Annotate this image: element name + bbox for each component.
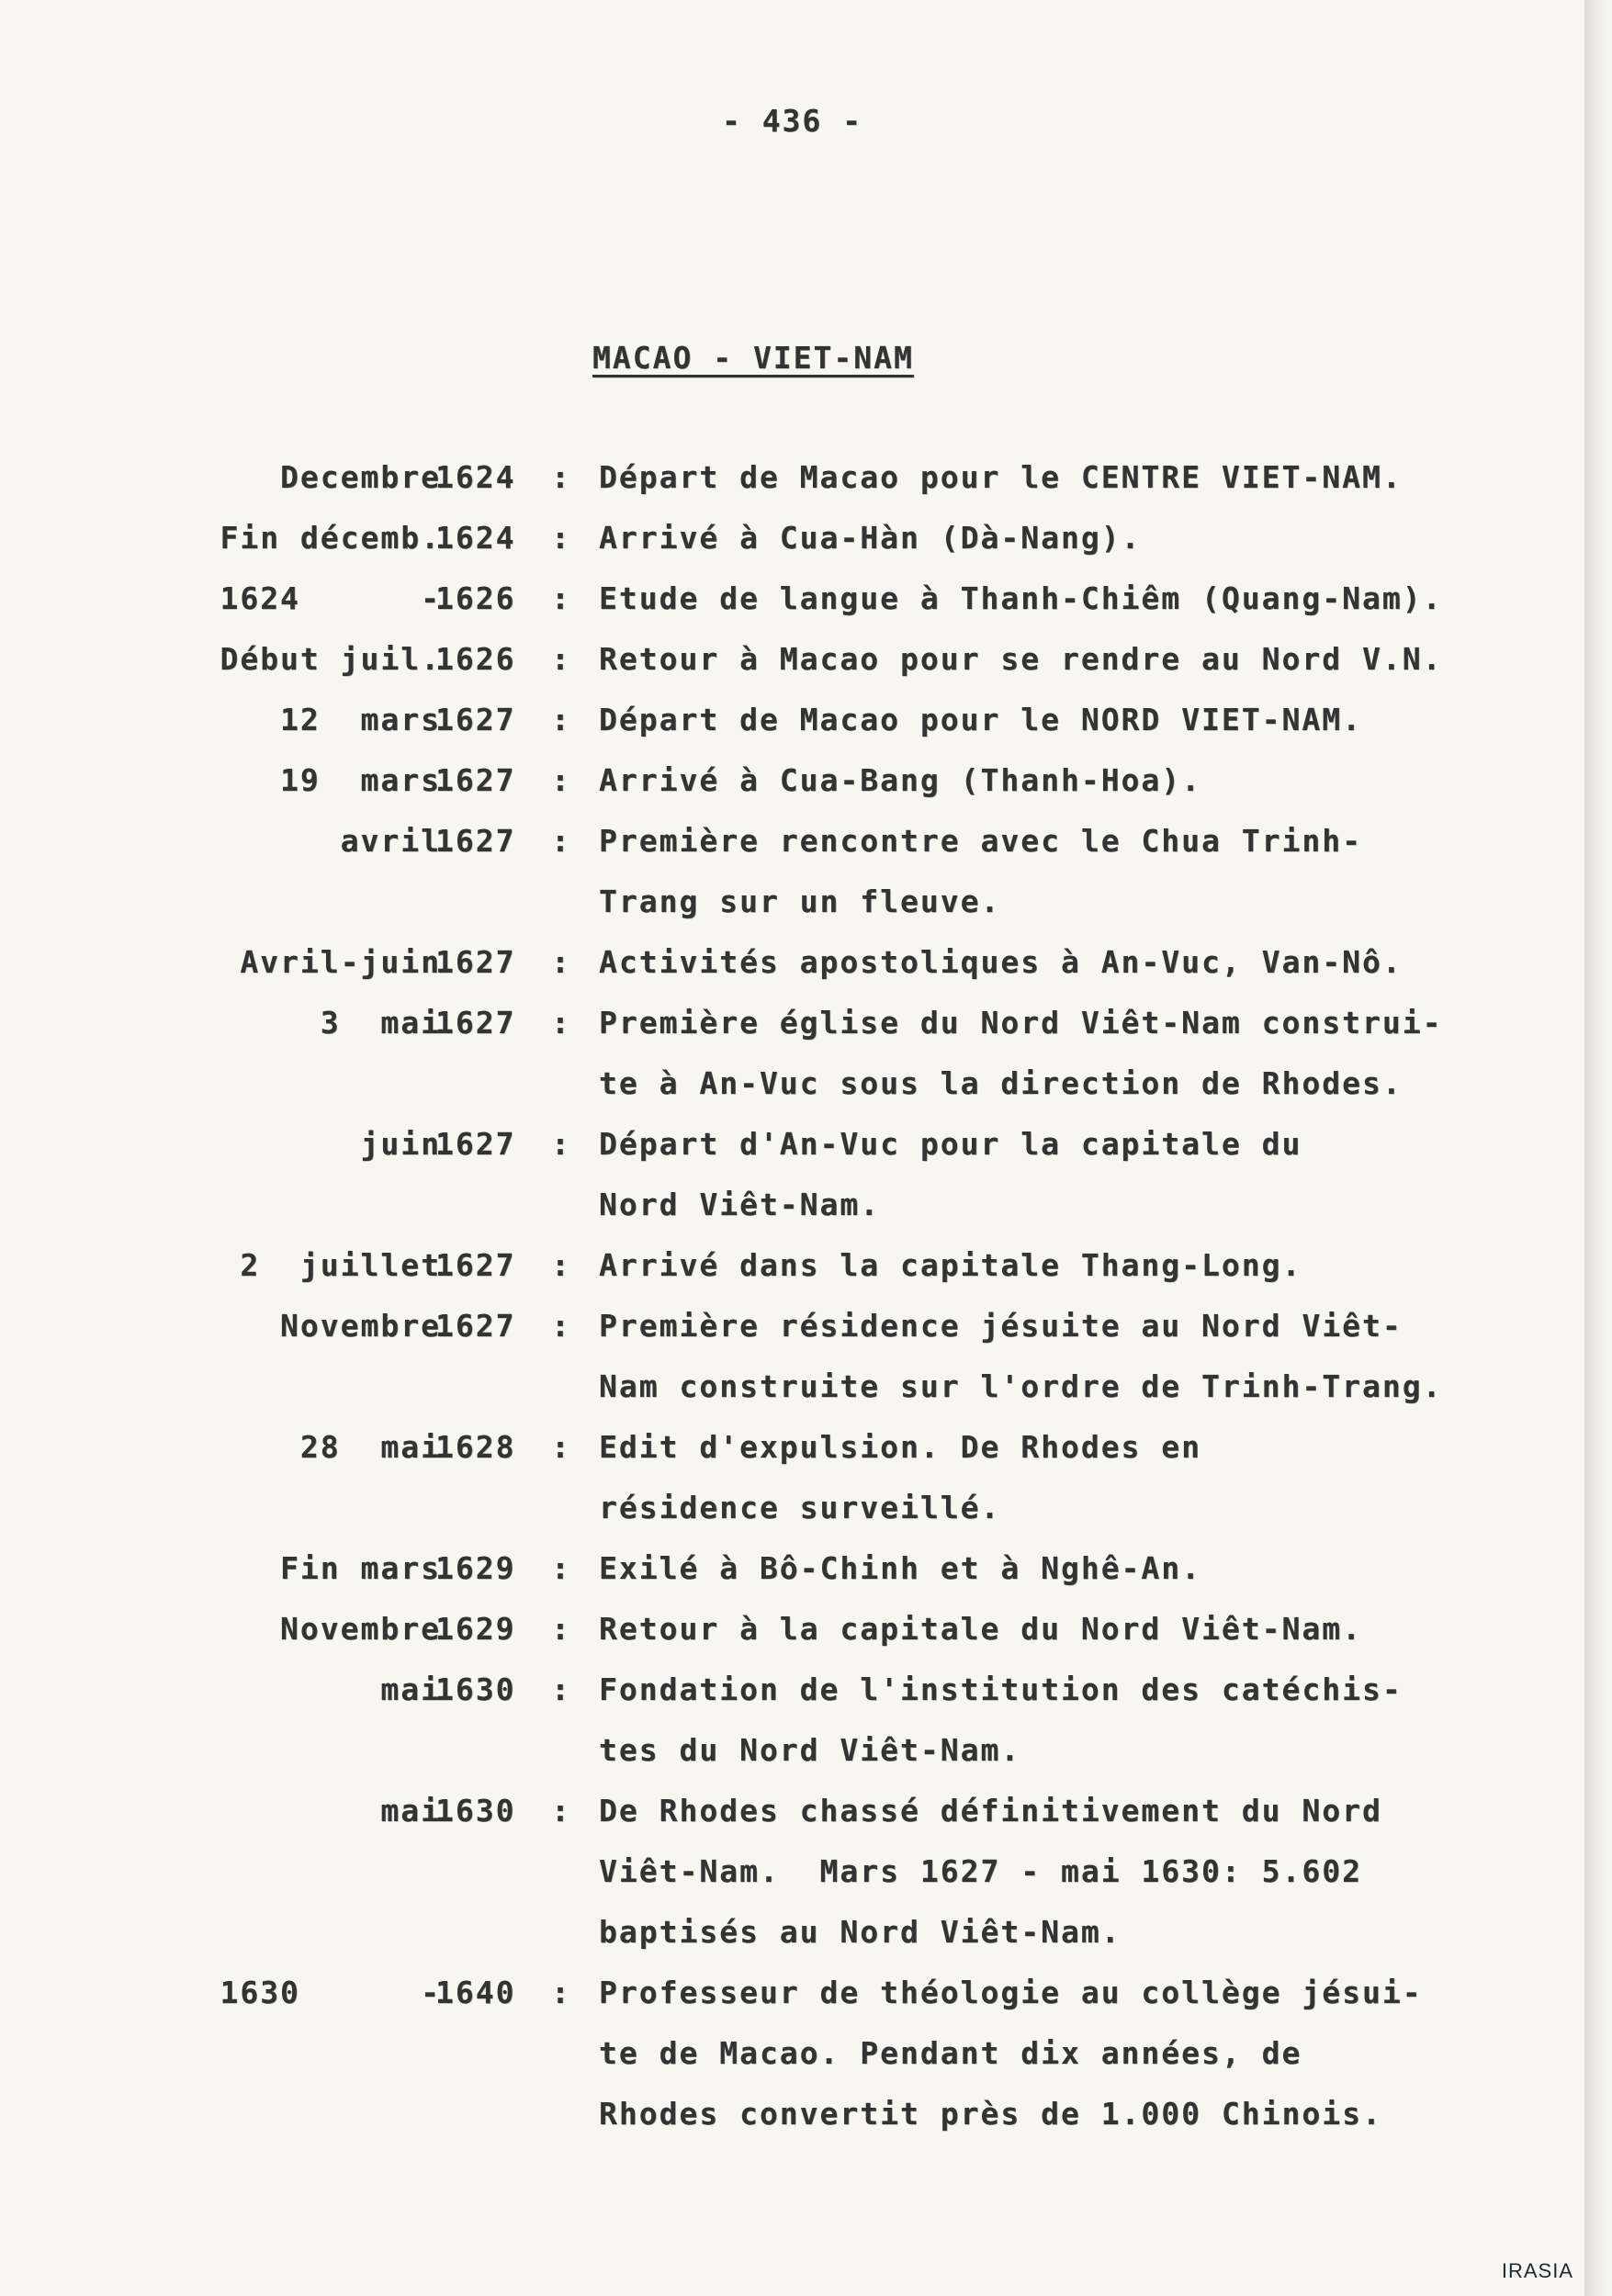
timeline-row (0, 1550, 1584, 1611)
row-year: 1626 (435, 580, 516, 616)
row-colon: : (551, 580, 571, 616)
row-text: Première église du Nord Viêt-Nam construi- (599, 1005, 1443, 1041)
row-colon: : (551, 1550, 571, 1586)
row-date: Decembre (280, 459, 441, 495)
row-date: 1624 - (220, 580, 441, 616)
timeline-row (0, 1793, 1584, 1853)
row-colon: : (551, 762, 571, 798)
timeline-row (0, 823, 1584, 884)
timeline-row (0, 944, 1584, 1005)
row-text: Retour à Macao pour se rendre au Nord V.N. (599, 641, 1443, 677)
timeline-row-continuation (0, 1914, 1584, 1975)
row-date: Fin mars (280, 1550, 441, 1586)
row-year: 1627 (435, 1126, 516, 1162)
row-text: Etude de langue à Thanh-Chiêm (Quang-Nam). (599, 580, 1443, 616)
row-year: 1624 (435, 459, 516, 495)
row-text: Nam construite sur l'ordre de Trinh-Trang. (599, 1368, 1443, 1404)
row-colon: : (551, 520, 571, 556)
row-text: Activités apostoliques à An-Vuc, Van-Nô. (599, 944, 1403, 980)
page-number: - 436 - (721, 103, 863, 139)
row-date: 12 mars (280, 702, 441, 737)
timeline-row (0, 580, 1584, 641)
timeline-row (0, 702, 1584, 762)
row-year: 1628 (435, 1429, 516, 1465)
row-date: Début juil. (220, 641, 441, 677)
row-year: 1627 (435, 823, 516, 859)
row-text: Arrivé dans la capitale Thang-Long. (599, 1247, 1302, 1283)
document-title: MACAO - VIET-NAM (592, 340, 914, 376)
row-text: Départ de Macao pour le CENTRE VIET-NAM. (599, 459, 1403, 495)
row-year: 1629 (435, 1611, 516, 1647)
row-text: Edit d'expulsion. De Rhodes en (599, 1429, 1202, 1465)
row-date: mai (380, 1671, 441, 1707)
row-date: Avril-juin (240, 944, 441, 980)
row-date: 2 juillet (240, 1247, 441, 1283)
row-text: te à An-Vuc sous la direction de Rhodes. (599, 1065, 1403, 1101)
row-colon: : (551, 1308, 571, 1344)
row-date: 1630 - (220, 1975, 441, 2010)
timeline-row (0, 1126, 1584, 1187)
timeline-row-continuation (0, 1490, 1584, 1550)
row-text: Première rencontre avec le Chua Trinh- (599, 823, 1362, 859)
row-year: 1630 (435, 1793, 516, 1829)
row-text: Nord Viêt-Nam. (599, 1187, 881, 1222)
row-year: 1627 (435, 702, 516, 737)
row-text: Retour à la capitale du Nord Viêt-Nam. (599, 1611, 1362, 1647)
row-colon: : (551, 823, 571, 859)
row-text: Fondation de l'institution des catéchis- (599, 1671, 1403, 1707)
row-year: 1629 (435, 1550, 516, 1586)
row-text: résidence surveillé. (599, 1490, 1001, 1525)
timeline-row-continuation (0, 2035, 1584, 2096)
row-year: 1626 (435, 641, 516, 677)
timeline-row-continuation (0, 1065, 1584, 1126)
row-colon: : (551, 641, 571, 677)
row-year: 1627 (435, 762, 516, 798)
row-text: tes du Nord Viêt-Nam. (599, 1732, 1021, 1768)
row-year: 1624 (435, 520, 516, 556)
row-text: Première résidence jésuite au Nord Viêt- (599, 1308, 1403, 1344)
timeline-row-continuation (0, 1368, 1584, 1429)
timeline-row-continuation (0, 1732, 1584, 1793)
timeline-row-continuation (0, 884, 1584, 944)
row-text: Rhodes convertit près de 1.000 Chinois. (599, 2096, 1382, 2132)
row-text: Départ d'An-Vuc pour la capitale du (599, 1126, 1302, 1162)
row-colon: : (551, 1247, 571, 1283)
row-date: Fin décemb. (220, 520, 441, 556)
row-colon: : (551, 702, 571, 737)
row-text: De Rhodes chassé définitivement du Nord (599, 1793, 1382, 1829)
row-year: 1627 (435, 1005, 516, 1041)
timeline-row (0, 1005, 1584, 1065)
timeline-row-continuation (0, 1187, 1584, 1247)
timeline-row (0, 641, 1584, 702)
timeline-row (0, 520, 1584, 580)
timeline-row (0, 1671, 1584, 1732)
timeline-row (0, 1975, 1584, 2035)
row-colon: : (551, 1793, 571, 1829)
row-year: 1627 (435, 1308, 516, 1344)
row-colon: : (551, 459, 571, 495)
row-text: Exilé à Bô-Chinh et à Nghê-An. (599, 1550, 1202, 1586)
row-colon: : (551, 944, 571, 980)
row-text: Départ de Macao pour le NORD VIET-NAM. (599, 702, 1362, 737)
row-date: 3 mai (320, 1005, 441, 1041)
row-year: 1640 (435, 1975, 516, 2010)
page-edge-shadow (1584, 0, 1612, 2296)
row-date: juin (360, 1126, 441, 1162)
row-date: Novembre (280, 1611, 441, 1647)
row-date: avril (340, 823, 441, 859)
row-year: 1627 (435, 1247, 516, 1283)
row-date: Novembre (280, 1308, 441, 1344)
timeline-row (0, 459, 1584, 520)
timeline-row (0, 1308, 1584, 1368)
row-text: baptisés au Nord Viêt-Nam. (599, 1914, 1122, 1950)
row-year: 1630 (435, 1671, 516, 1707)
timeline-row (0, 1247, 1584, 1308)
row-date: 28 mai (299, 1429, 441, 1465)
row-text: Trang sur un fleuve. (599, 884, 1001, 919)
row-colon: : (551, 1429, 571, 1465)
row-colon: : (551, 1671, 571, 1707)
timeline-row (0, 762, 1584, 823)
row-text: Viêt-Nam. Mars 1627 - mai 1630: 5.602 (599, 1853, 1362, 1889)
row-text: Arrivé à Cua-Bang (Thanh-Hoa). (599, 762, 1202, 798)
row-year: 1627 (435, 944, 516, 980)
watermark-label: IRASIA (1501, 2259, 1573, 2282)
timeline-row (0, 1429, 1584, 1490)
timeline-row-continuation (0, 2096, 1584, 2156)
timeline-row (0, 1611, 1584, 1671)
row-colon: : (551, 1611, 571, 1647)
timeline-list (0, 459, 1584, 2156)
row-date: 19 mars (280, 762, 441, 798)
timeline-row-continuation (0, 1853, 1584, 1914)
row-colon: : (551, 1975, 571, 2010)
row-colon: : (551, 1005, 571, 1041)
row-colon: : (551, 1126, 571, 1162)
row-text: Arrivé à Cua-Hàn (Dà-Nang). (599, 520, 1142, 556)
row-date: mai (380, 1793, 441, 1829)
row-text: Professeur de théologie au collège jésui- (599, 1975, 1423, 2010)
row-text: te de Macao. Pendant dix années, de (599, 2035, 1302, 2071)
